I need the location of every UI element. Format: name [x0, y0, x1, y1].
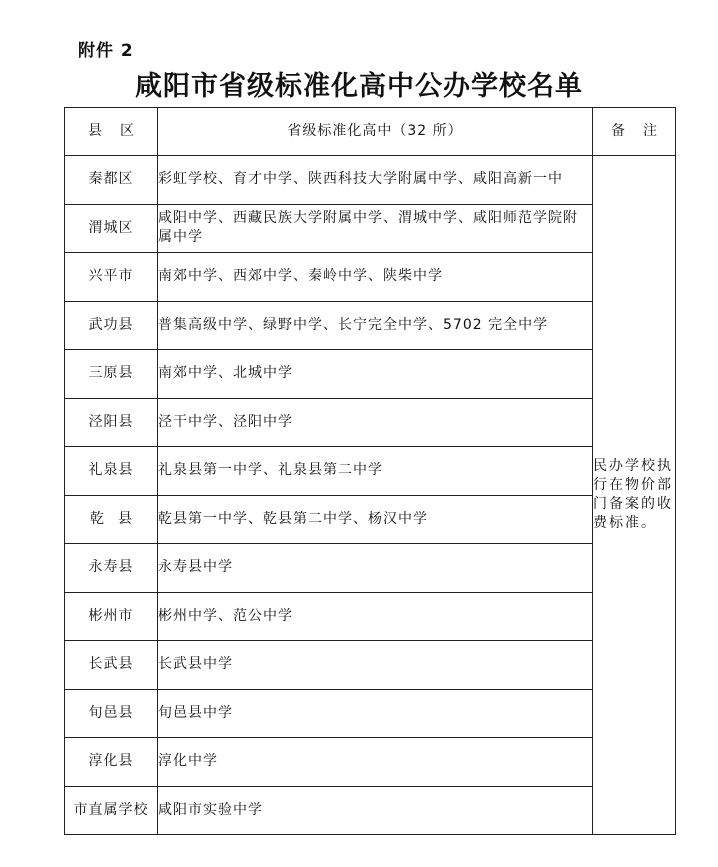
header-county: 县区	[65, 108, 158, 156]
table-row	[65, 253, 676, 302]
table-row	[65, 301, 676, 350]
county-cell: 武功县	[65, 301, 158, 350]
document-title: 咸阳市省级标准化高中公办学校名单	[135, 71, 583, 102]
schools-cell: 泾干中学、泾阳中学	[158, 398, 593, 447]
table-row	[65, 447, 676, 496]
attachment-label: 附件 2	[78, 41, 134, 61]
header-note: 备注	[593, 108, 676, 156]
table-row	[65, 641, 676, 690]
table-row	[65, 689, 676, 738]
county-cell: 秦都区	[65, 156, 158, 205]
table-row	[65, 398, 676, 447]
county-cell: 渭城区	[65, 204, 158, 253]
county-cell: 长武县	[65, 641, 158, 690]
note-text: 民办学校执行在物价部门备案的收费标准。	[593, 458, 673, 531]
table-header-row	[65, 108, 676, 156]
schools-cell: 乾县第一中学、乾县第二中学、杨汉中学	[158, 495, 593, 544]
note-cell	[593, 156, 676, 835]
table-row	[65, 738, 676, 787]
schools-cell: 咸阳市实验中学	[158, 786, 593, 835]
county-cell: 彬州市	[65, 592, 158, 641]
schools-cell: 南郊中学、西郊中学、秦岭中学、陕柴中学	[158, 253, 593, 302]
county-cell: 兴平市	[65, 253, 158, 302]
county-cell: 淳化县	[65, 738, 158, 787]
schools-cell: 礼泉县第一中学、礼泉县第二中学	[158, 447, 593, 496]
table-row	[65, 350, 676, 399]
county-cell: 三原县	[65, 350, 158, 399]
county-cell: 乾县	[65, 495, 158, 544]
table-row	[65, 204, 676, 253]
header-schools: 省级标准化高中（32 所）	[158, 108, 593, 156]
table-row	[65, 156, 676, 205]
county-cell: 礼泉县	[65, 447, 158, 496]
schools-cell: 彬州中学、范公中学	[158, 592, 593, 641]
schools-cell: 南郊中学、北城中学	[158, 350, 593, 399]
county-cell: 泾阳县	[65, 398, 158, 447]
schools-cell: 旬邑县中学	[158, 689, 593, 738]
table-row	[65, 786, 676, 835]
schools-cell: 永寿县中学	[158, 544, 593, 593]
schools-cell: 普集高级中学、绿野中学、长宁完全中学、5702 完全中学	[158, 301, 593, 350]
county-cell: 市直属学校	[65, 786, 158, 835]
table-row	[65, 592, 676, 641]
table-row	[65, 495, 676, 544]
schools-cell: 长武县中学	[158, 641, 593, 690]
table-row	[65, 544, 676, 593]
schools-cell: 咸阳中学、西藏民族大学附属中学、渭城中学、咸阳师范学院附属中学	[158, 204, 593, 253]
county-cell: 旬邑县	[65, 689, 158, 738]
school-list-table	[64, 107, 676, 835]
county-cell: 永寿县	[65, 544, 158, 593]
schools-cell: 彩虹学校、育才中学、陕西科技大学附属中学、咸阳高新一中	[158, 156, 593, 205]
schools-cell: 淳化中学	[158, 738, 593, 787]
